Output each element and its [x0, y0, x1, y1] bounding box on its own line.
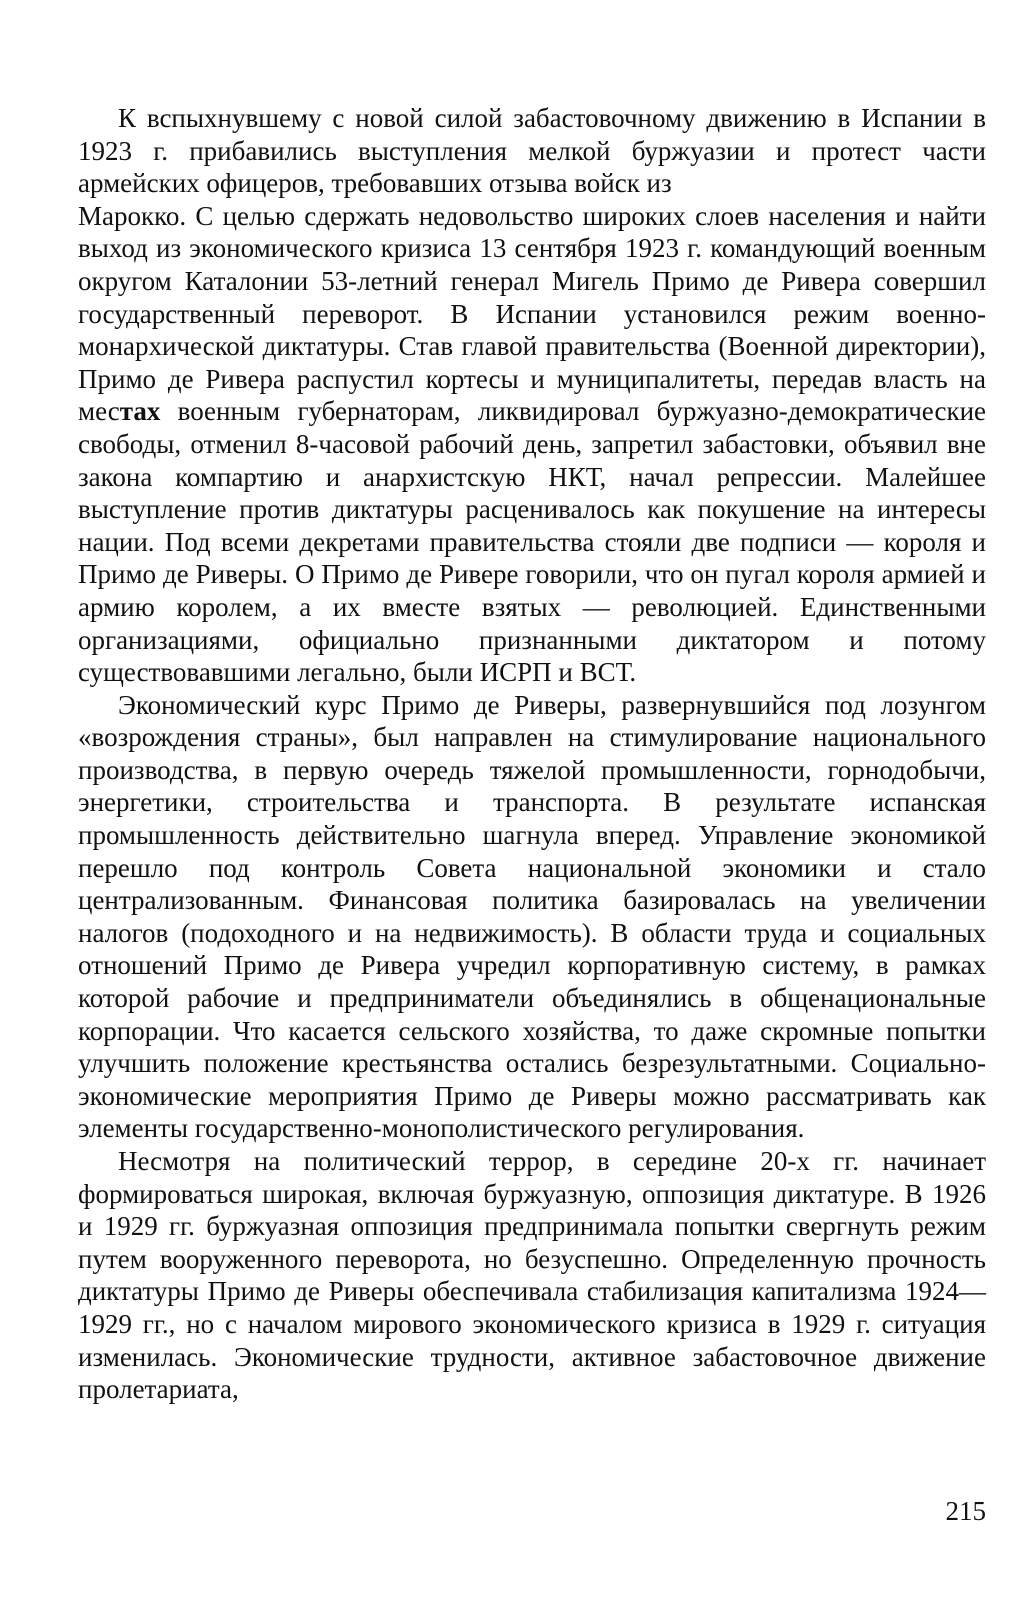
- paragraph-2-text-a: Марокко. С целью сдержать недовольство широких слоев населения и найти выход из экономического кризиса 13 сентября 1923 г. командующий военным округом Каталонии 53-летний генерал Мигель Примо де Ривера совершил государственный переворот. В Испании установился режим военно-монархической диктатуры. Став главой правительства (Военной директории), Примо де Ривера распустил кортесы и муниципалитеты, передав власть на мес: [78, 200, 986, 427]
- paragraph-2-bold-fragment: тах: [119, 396, 161, 427]
- page-number: 215: [945, 1496, 986, 1526]
- paragraph-4: Несмотря на политический террор, в середине 20-х гг. начинает формироваться широкая, включая буржуазную, оппозиция диктатуре. В 1926 и 1929 гг. буржуазная оппозиция предпринимала попытки свергнуть режим путем вооруженного переворота, но безуспешно. Определенную прочность диктатуры Примо де Риверы обеспечивала стабилизация капитализма 1924—1929 гг., но с началом мирового экономического кризиса в 1929 г. ситуация изменилась. Экономические трудности, активное забастовочное движение пролетариата,: [78, 1146, 986, 1405]
- paragraph-2: [78, 200, 986, 689]
- paragraph-1: К вспыхнувшему с новой силой забастовочному движению в Испании в 1923 г. прибавились выступления мелкой буржуазии и протест части армейских офицеров, требовавших отзыва войск из: [78, 103, 986, 199]
- paragraph-2-text-b: военным губернаторам, ликвидировал буржуазно-демократические свободы, отменил 8-часовой рабочий день, запретил забастовки, объявил вне закона компартию и анархистскую НКТ, начал репрессии. Малейшее выступление против диктатуры расценивалось как покушение на интересы нации. Под всеми декретами правительства стояли две подписи — короля и Примо де Риверы. О Примо де Ривере говорили, что он пугал короля армией и армию королем, а их вместе взятых — революцией. Единственными организациями, официально признанными диктатором и потому существовавшими легально, были ИСРП и ВСТ.: [78, 396, 986, 688]
- page-body: [78, 102, 986, 1406]
- paragraph-3: Экономический курс Примо де Риверы, развернувшийся под лозунгом «возрождения страны», был направлен на стимулирование национального производства, в первую очередь тяжелой промышленности, горнодобычи, энергетики, строительства и транспорта. В результате испанская промышленность действительно шагнула вперед. Управление экономикой перешло под контроль Совета национальной экономики и стало централизованным. Финансовая политика базировалась на увеличении налогов (подоходного и на недвижимость). В области труда и социальных отношений Примо де Ривера учредил корпоративную систему, в рамках которой рабочие и предприниматели объединялись в общенациональные корпорации. Что касается сельского хозяйства, то даже скромные попытки улучшить положение крестьянства остались безрезультатными. Социально-экономические мероприятия Примо де Риверы можно рассматривать как элементы государственно-монополистического регулирования.: [78, 689, 986, 1144]
